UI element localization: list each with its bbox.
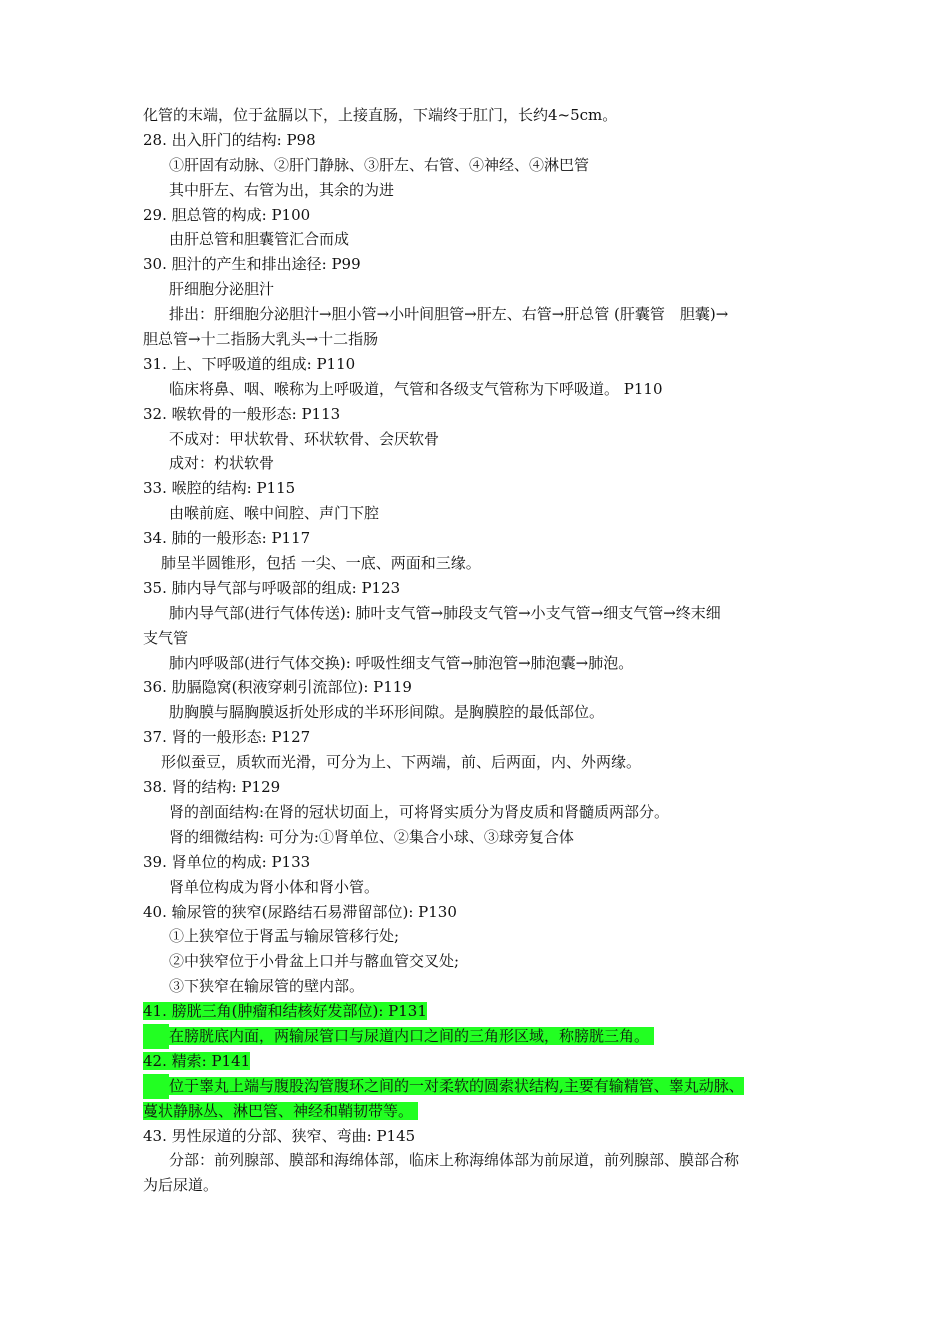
section-heading: 34. 肺的一般形态: P117 — [143, 529, 311, 548]
text-line: 肺内呼吸部(进行气体交换): 呼吸性细支气管→肺泡管→肺泡囊→肺泡。 — [169, 653, 634, 672]
section-heading: 28. 出入肝门的结构: P98 — [143, 130, 316, 149]
section-heading: 40. 输尿管的狭窄(尿路结石易滞留部位): P130 — [143, 902, 457, 921]
text-line: 不成对：甲状软骨、环状软骨、会厌软骨 — [169, 429, 440, 448]
section-heading: 31. 上、下呼吸道的组成: P110 — [143, 354, 356, 373]
text-line: 胆总管→十二指肠大乳头→十二指肠 — [143, 330, 379, 349]
text-line: 肾的剖面结构:在肾的冠状切面上，可将肾实质分为肾皮质和肾髓质两部分。 — [169, 802, 670, 821]
section-heading: 39. 肾单位的构成: P133 — [143, 852, 311, 871]
highlighted-heading: 42. 精索: P141 — [143, 1051, 251, 1070]
document-page — [143, 103, 811, 1198]
highlighted-text-line: 在膀胱底内面，两输尿管口与尿道内口之间的三角形区域，称膀胱三角。 — [143, 1024, 811, 1049]
section-heading: 43. 男性尿道的分部、狭窄、弯曲: P145 — [143, 1126, 416, 1145]
text-line: ②中狭窄位于小骨盆上口并与髂血管交叉处; — [169, 952, 460, 971]
text-line: 肋胸膜与膈胸膜返折处形成的半环形间隙。是胸膜腔的最低部位。 — [169, 703, 605, 722]
text-line: 成对：杓状软骨 — [169, 454, 275, 473]
section-heading: 30. 胆汁的产生和排出途径: P99 — [143, 255, 361, 274]
text-line: 其中肝左、右管为出，其余的为进 — [169, 180, 395, 199]
section-heading: 29. 胆总管的构成: P100 — [143, 205, 311, 224]
highlighted-text-line: 位于睾丸上端与腹股沟管腹环之间的一对柔软的圆索状结构,主要有输精管、睾丸动脉、 — [143, 1074, 811, 1099]
section-heading: 33. 喉腔的结构: P115 — [143, 479, 296, 498]
text-line: 化管的末端，位于盆膈以下，上接直肠，下端终于肛门，长约4~5cm。 — [143, 106, 618, 124]
text-line: 由肝总管和胆囊管汇合而成 — [169, 230, 350, 249]
section-heading: 37. 肾的一般形态: P127 — [143, 728, 311, 747]
text-line: 分部：前列腺部、膜部和海绵体部，临床上称海绵体部为前尿道，前列腺部、膜部合称 — [169, 1151, 740, 1170]
text-line: 临床将鼻、咽、喉称为上呼吸道，气管和各级支气管称为下呼吸道。 P110 — [169, 379, 663, 398]
text-line: 肾的细微结构: 可分为:①肾单位、②集合小球、③球旁复合体 — [169, 827, 574, 846]
text-line: 排出：肝细胞分泌胆汁→胆小管→小叶间胆管→肝左、右管→肝总管 (肝囊管 胆囊)→ — [169, 305, 729, 324]
highlighted-heading: 41. 膀胱三角(肿瘤和结核好发部位): P131 — [143, 1002, 427, 1021]
text-line: 肺呈半圆锥形，包括 一尖、一底、两面和三缘。 — [161, 554, 481, 573]
text-line: 由喉前庭、喉中间腔、声门下腔 — [169, 504, 380, 523]
text-line: 肝细胞分泌胆汁 — [169, 280, 275, 299]
text-line: 支气管 — [143, 628, 189, 647]
highlighted-text-line: 蔓状静脉丛、淋巴管、神经和鞘韧带等。 — [143, 1099, 811, 1124]
text-line: 形似蚕豆，质软而光滑，可分为上、下两端，前、后两面，内、外两缘。 — [161, 753, 642, 772]
text-line: 肺内导气部(进行气体传送): 肺叶支气管→肺段支气管→小支气管→细支气管→终末细 — [169, 603, 721, 622]
section-heading: 38. 肾的结构: P129 — [143, 778, 281, 797]
section-heading: 35. 肺内导气部与呼吸部的组成: P123 — [143, 578, 401, 597]
text-line: 肾单位构成为肾小体和肾小管。 — [169, 877, 380, 896]
text-line: ③下狭窄在输尿管的壁内部。 — [169, 977, 365, 996]
text-line: 为后尿道。 — [143, 1176, 219, 1195]
section-heading: 36. 肋膈隐窝(积液穿刺引流部位): P119 — [143, 678, 412, 697]
text-line: ①上狭窄位于肾盂与输尿管移行处; — [169, 927, 400, 946]
text-line: ①肝固有动脉、②肝门静脉、③肝左、右管、④神经、④淋巴管 — [169, 155, 590, 174]
section-heading: 32. 喉软骨的一般形态: P113 — [143, 404, 341, 423]
